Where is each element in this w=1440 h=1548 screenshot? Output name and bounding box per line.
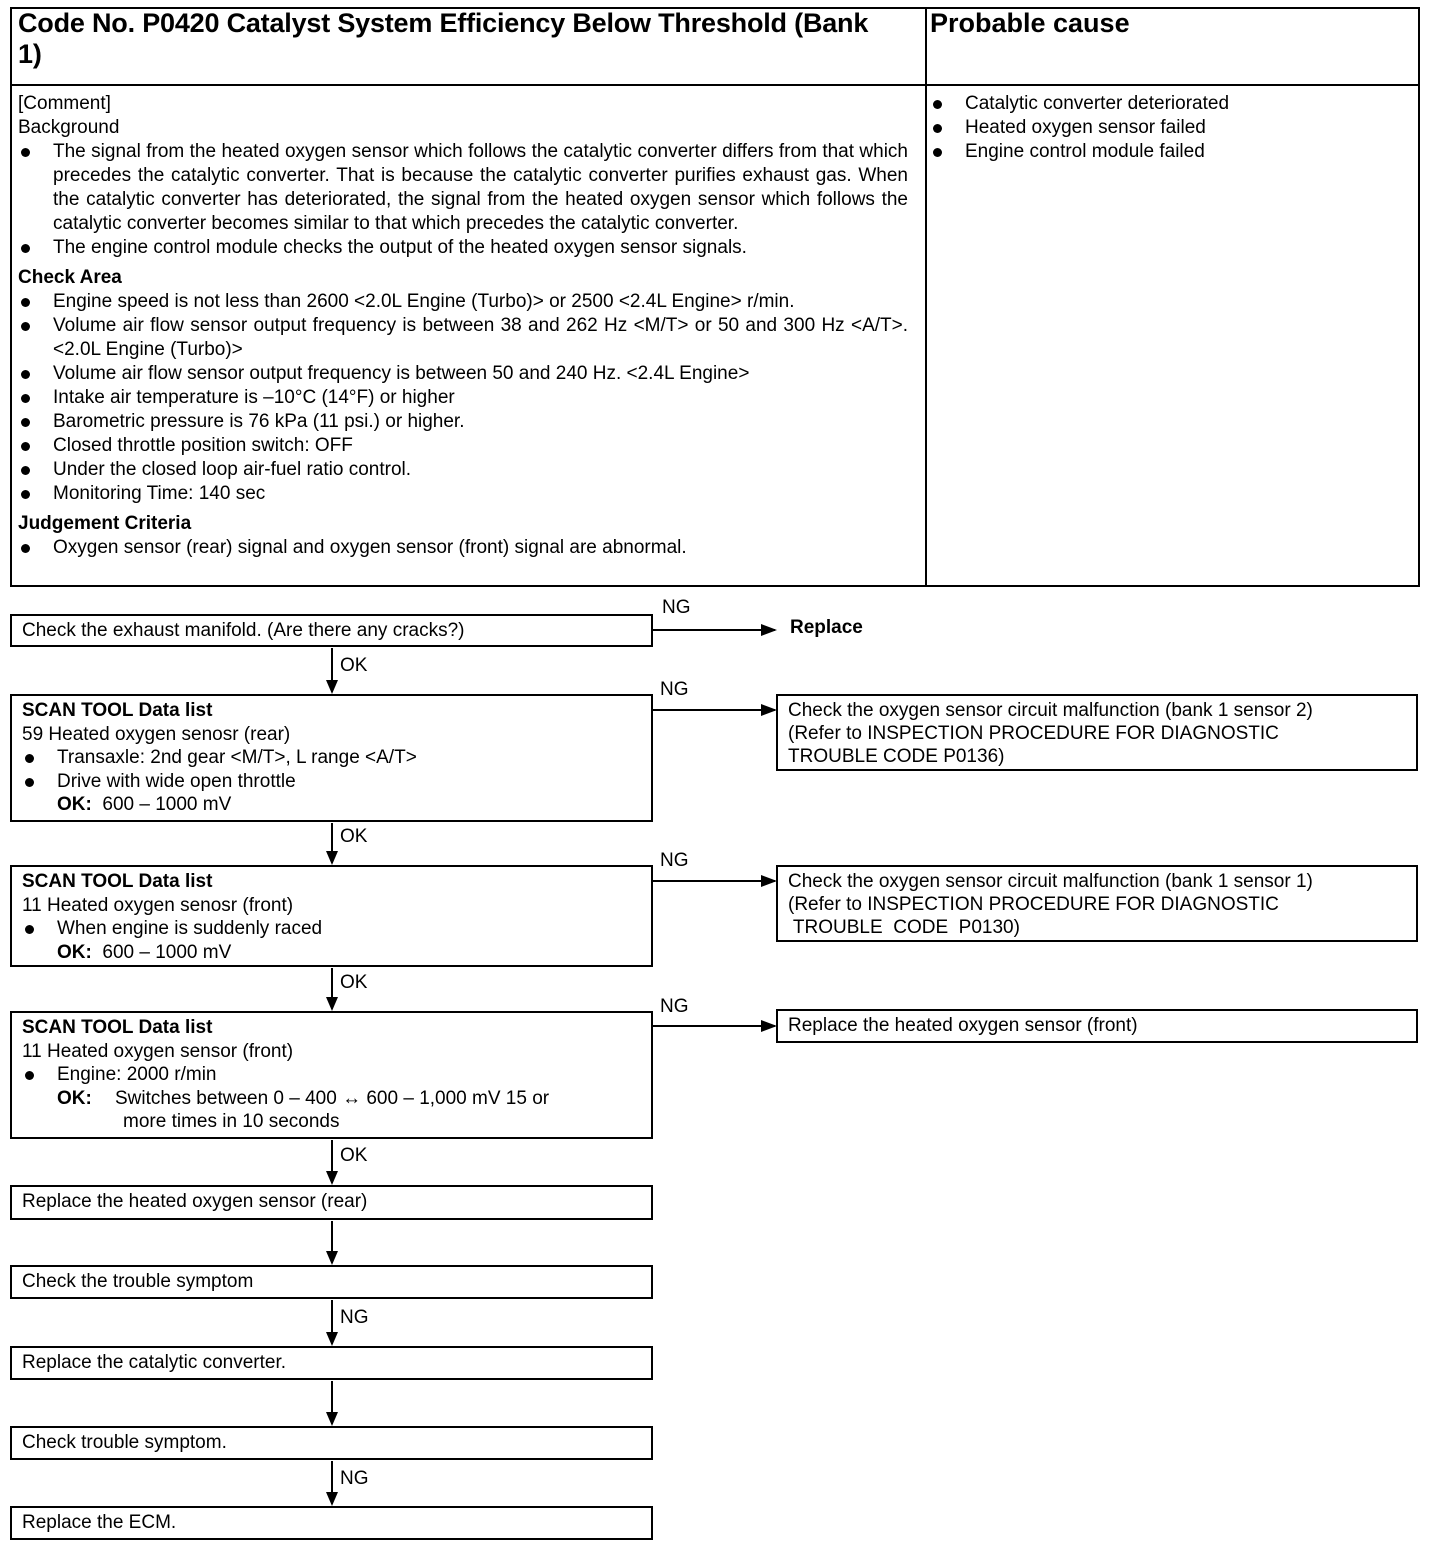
result-line: Check the oxygen sensor circuit malfunction (bank 1 sensor 1) <box>788 871 1313 892</box>
ng-result-sensor2 <box>776 694 1418 771</box>
ok-label: OK <box>340 655 368 676</box>
ok-label: OK <box>340 826 368 847</box>
list-item: Closed throttle position switch: OFF <box>18 434 908 458</box>
list-item: Monitoring Time: 140 sec <box>18 482 908 506</box>
ok-arrow <box>331 648 333 692</box>
step-title: SCAN TOOL Data list <box>22 871 213 892</box>
flow-step-check-trouble-symptom <box>10 1265 653 1299</box>
ok-criteria-label: OK: <box>57 1087 92 1109</box>
list-item: Volume air flow sensor output frequency is between 50 and 240 Hz. <2.4L Engine> <box>18 362 908 386</box>
list-item: The signal from the heated oxygen sensor which follows the catalytic converter differs from that which precedes the catalytic converter. That is because the catalytic converter purifies exhaust gas. When the catalytic converter has deteriorated, the signal from the heated oxygen sensor which follows the catalytic converter becomes similar to that which precedes the catalytic converter. <box>18 140 908 236</box>
ok-label: OK <box>340 972 368 993</box>
ng-arrow <box>653 1025 775 1027</box>
step-text: Replace the heated oxygen sensor (rear) <box>22 1191 368 1212</box>
result-line: TROUBLE CODE P0136) <box>788 746 1005 767</box>
list-item: Under the closed loop air-fuel ratio control. <box>18 458 908 482</box>
ng-result-replace-front <box>776 1009 1418 1043</box>
step-item: 11 Heated oxygen senosr (front) <box>22 894 294 916</box>
comment-section <box>18 92 908 560</box>
step-text: Check trouble symptom. <box>22 1432 227 1453</box>
page-title: Code No. P0420 Catalyst System Efficiency Below Threshold (Bank 1) <box>18 8 869 69</box>
ok-criteria-label: OK: <box>57 794 92 815</box>
ng-arrow <box>653 880 775 882</box>
comment-label: [Comment] <box>18 93 111 114</box>
step-text: Check the trouble symptom <box>22 1271 254 1292</box>
ng-label: NG <box>660 850 689 871</box>
flow-step-replace-ecm <box>10 1506 653 1540</box>
background-label: Background <box>18 117 120 138</box>
list-item: Transaxle: 2nd gear <M/T>, L range <A/T> <box>22 746 641 770</box>
flow-step-check-trouble-symptom-2 <box>10 1426 653 1460</box>
list-item: The engine control module checks the output of the heated oxygen sensor signals. <box>18 236 908 260</box>
ok-arrow <box>331 968 333 1009</box>
check-area-list <box>18 290 908 506</box>
step-text: Replace the ECM. <box>22 1512 177 1533</box>
background-list <box>18 140 908 260</box>
result-line: Replace the heated oxygen sensor (front) <box>788 1015 1138 1036</box>
ng-label: NG <box>340 1307 369 1328</box>
ok-arrow <box>331 1140 333 1183</box>
flow-step-replace-rear-sensor <box>10 1185 653 1220</box>
judgement-list <box>18 536 908 560</box>
step-title: SCAN TOOL Data list <box>22 1017 213 1038</box>
ok-criteria-value-cont: more times in 10 seconds <box>123 1111 340 1132</box>
list-item: When engine is suddenly raced <box>22 917 641 941</box>
judgement-criteria-heading: Judgement Criteria <box>18 513 192 534</box>
list-item: Catalytic converter deteriorated <box>930 92 1400 116</box>
ok-criteria-value: 600 – 1000 mV <box>102 794 232 815</box>
result-line: Check the oxygen sensor circuit malfunction (bank 1 sensor 2) <box>788 700 1313 721</box>
ok-criteria-value: 600 – 1000 mV <box>102 941 232 963</box>
flow-step-scan-rear-sensor <box>10 694 653 822</box>
ok-criteria-value: Switches between 0 – 400 ↔ 600 – 1,000 mV 15 or <box>115 1087 550 1109</box>
check-area-heading: Check Area <box>18 267 122 288</box>
ng-label: NG <box>340 1468 369 1489</box>
step-item: 59 Heated oxygen senosr (rear) <box>22 723 291 745</box>
probable-cause-list <box>930 92 1400 164</box>
step-text: Replace the catalytic converter. <box>22 1352 287 1373</box>
flow-step-scan-front-sensor-2000rpm <box>10 1011 653 1139</box>
list-item: Intake air temperature is –10°C (14°F) or higher <box>18 386 908 410</box>
ng-label: NG <box>660 996 689 1017</box>
list-item: Engine: 2000 r/min <box>22 1063 641 1087</box>
ng-arrow <box>331 1300 333 1344</box>
step-text: Check the exhaust manifold. (Are there any cracks?) <box>22 620 465 641</box>
ok-arrow <box>331 823 333 863</box>
ok-criteria-label: OK: <box>57 941 92 963</box>
list-item: Engine speed is not less than 2600 <2.0L Engine (Turbo)> or 2500 <2.4L Engine> r/min. <box>18 290 908 314</box>
list-item: Barometric pressure is 76 kPa (11 psi.) or higher. <box>18 410 908 434</box>
flow-step-scan-front-sensor-raced <box>10 865 653 967</box>
replace-result: Replace <box>790 617 863 638</box>
down-arrow <box>331 1221 333 1263</box>
result-line: (Refer to INSPECTION PROCEDURE FOR DIAGNOSTIC <box>788 723 1279 744</box>
header-divider <box>10 84 1420 86</box>
step-title: SCAN TOOL Data list <box>22 700 213 721</box>
ng-label: NG <box>660 679 689 700</box>
down-arrow <box>331 1381 333 1424</box>
ng-arrow <box>653 709 775 711</box>
list-item: Volume air flow sensor output frequency is between 38 and 262 Hz <M/T> or 50 and 300 Hz <A/T>. <2.0L Engine (Turbo)> <box>18 314 908 362</box>
ng-arrow <box>331 1461 333 1504</box>
flow-step-replace-catalytic-converter <box>10 1346 653 1380</box>
list-item: Oxygen sensor (rear) signal and oxygen sensor (front) signal are abnormal. <box>18 536 908 560</box>
step-item: 11 Heated oxygen sensor (front) <box>22 1040 294 1062</box>
list-item: Drive with wide open throttle <box>22 770 641 794</box>
result-line: (Refer to INSPECTION PROCEDURE FOR DIAGNOSTIC <box>788 894 1279 915</box>
probable-cause-heading: Probable cause <box>930 8 1130 38</box>
ng-label: NG <box>662 597 691 618</box>
ok-label: OK <box>340 1145 368 1166</box>
list-item: Engine control module failed <box>930 140 1400 164</box>
column-divider <box>925 7 927 587</box>
result-line: TROUBLE CODE P0130) <box>788 917 1020 938</box>
list-item: Heated oxygen sensor failed <box>930 116 1400 140</box>
flow-step-exhaust-manifold <box>10 614 653 647</box>
ng-arrow <box>653 629 775 631</box>
ng-result-sensor1 <box>776 865 1418 942</box>
